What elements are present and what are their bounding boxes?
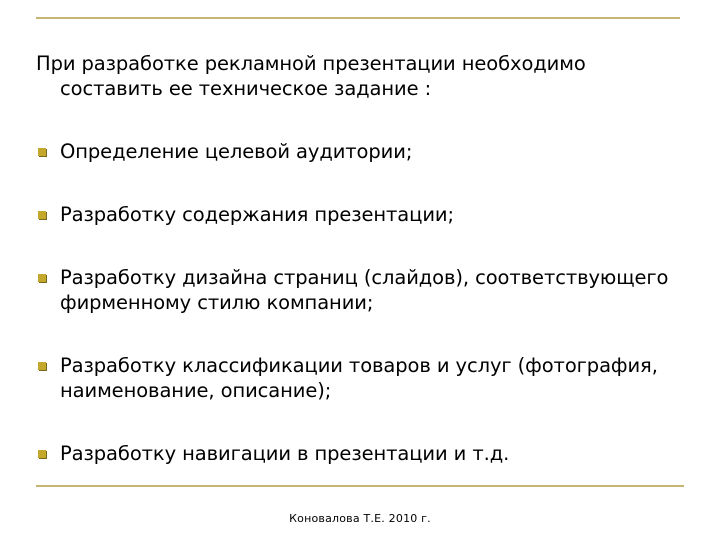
square-bullet-icon <box>38 450 46 458</box>
bullet-text: Разработку навигации в презентации и т.д. <box>60 442 510 465</box>
bullet-text: Разработку дизайна страниц (слайдов), соответствующего фирменному стилю компании; <box>60 266 669 314</box>
bullet-text: Разработку классификации товаров и услуг (фотография, наименование, описание); <box>60 354 658 402</box>
bullet-item <box>36 265 676 315</box>
bullet-item <box>36 353 676 403</box>
square-bullet-icon <box>38 362 46 370</box>
slide-content <box>36 51 676 466</box>
square-bullet-icon <box>38 274 46 282</box>
footer-text: Коновалова Т.Е. 2010 г. <box>289 512 431 525</box>
bullet-list <box>36 139 676 466</box>
bullet-item <box>36 202 676 227</box>
intro-text: При разработке рекламной презентации необходимо составить ее техническое задание : <box>36 52 586 100</box>
bullet-item <box>36 441 676 466</box>
bullet-text: Определение целевой аудитории; <box>60 140 413 163</box>
bottom-divider <box>36 485 684 487</box>
bullet-item <box>36 139 676 164</box>
top-divider <box>36 17 680 19</box>
square-bullet-icon <box>38 211 46 219</box>
bullet-text: Разработку содержания презентации; <box>60 203 454 226</box>
square-bullet-icon <box>38 148 46 156</box>
